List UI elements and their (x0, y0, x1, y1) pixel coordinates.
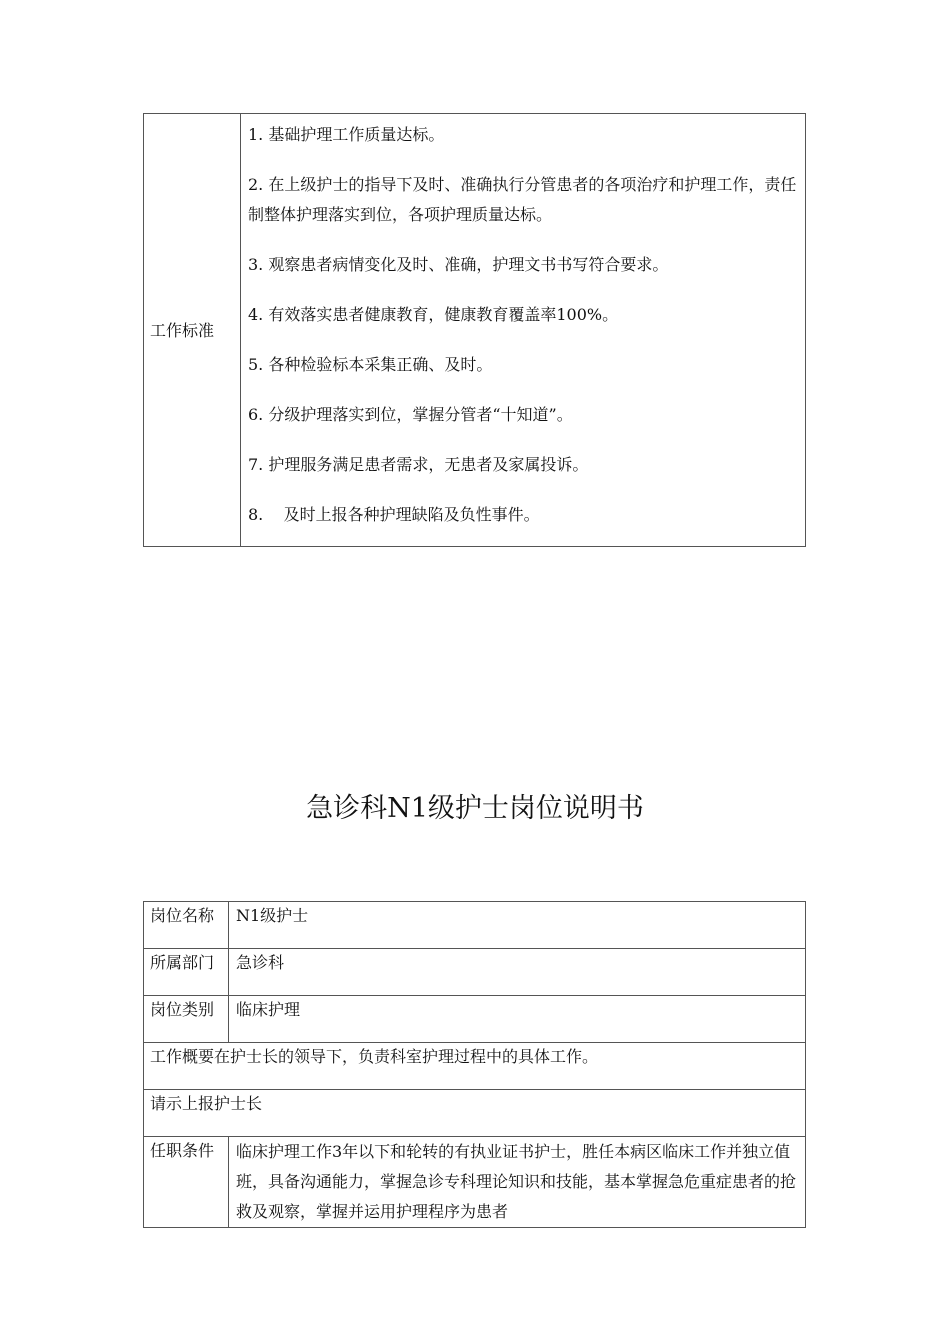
job-description-table (143, 901, 806, 1228)
requirements-value: 临床护理工作3年以下和轮转的有执业证书护士，胜任本病区临床工作并独立值班，具备沟通能力，掌握急诊专科理论知识和技能，基本掌握急危重症患者的抢救及观察，掌握并运用护理程序为患者 (229, 1137, 806, 1228)
standard-item-4: 4. 有效落实患者健康教育，健康教育覆盖率100%。 (248, 305, 619, 324)
standard-item-1: 1. 基础护理工作质量达标。 (248, 125, 445, 144)
standard-item-6: 6. 分级护理落实到位，掌握分管者“十知道”。 (248, 405, 573, 424)
position-name-value: N1级护士 (229, 902, 806, 949)
category-label: 岗位类别 (144, 996, 229, 1043)
summary-row (144, 1043, 806, 1090)
document-title: 急诊科N1级护士岗位说明书 (306, 793, 644, 824)
position-name-row (144, 902, 806, 949)
report-row (144, 1090, 806, 1137)
standard-item-3: 3. 观察患者病情变化及时、准确，护理文书书写符合要求。 (248, 255, 669, 274)
work-standards-content (241, 114, 806, 547)
work-standards-row (144, 114, 806, 547)
standard-item-5: 5. 各种检验标本采集正确、及时。 (248, 355, 493, 374)
standard-item-2: 2. 在上级护士的指导下及时、准确执行分管患者的各项治疗和护理工作，责任制整体护理落实到位，各项护理质量达标。 (248, 175, 797, 224)
standard-item-7: 7. 护理服务满足患者需求，无患者及家属投诉。 (248, 455, 589, 474)
department-row (144, 949, 806, 996)
category-value: 临床护理 (229, 996, 806, 1043)
requirements-label: 任职条件 (144, 1137, 229, 1228)
job-summary: 工作概要在护士长的领导下，负责科室护理过程中的具体工作。 (144, 1043, 806, 1090)
report-to: 请示上报护士长 (144, 1090, 806, 1137)
department-value: 急诊科 (229, 949, 806, 996)
position-name-label: 岗位名称 (144, 902, 229, 949)
category-row (144, 996, 806, 1043)
work-standards-table (143, 113, 806, 547)
department-label: 所属部门 (144, 949, 229, 996)
requirements-row (144, 1137, 806, 1228)
work-standards-label: 工作标准 (144, 114, 241, 547)
standard-item-8: 8. 及时上报各种护理缺陷及负性事件。 (248, 505, 540, 524)
